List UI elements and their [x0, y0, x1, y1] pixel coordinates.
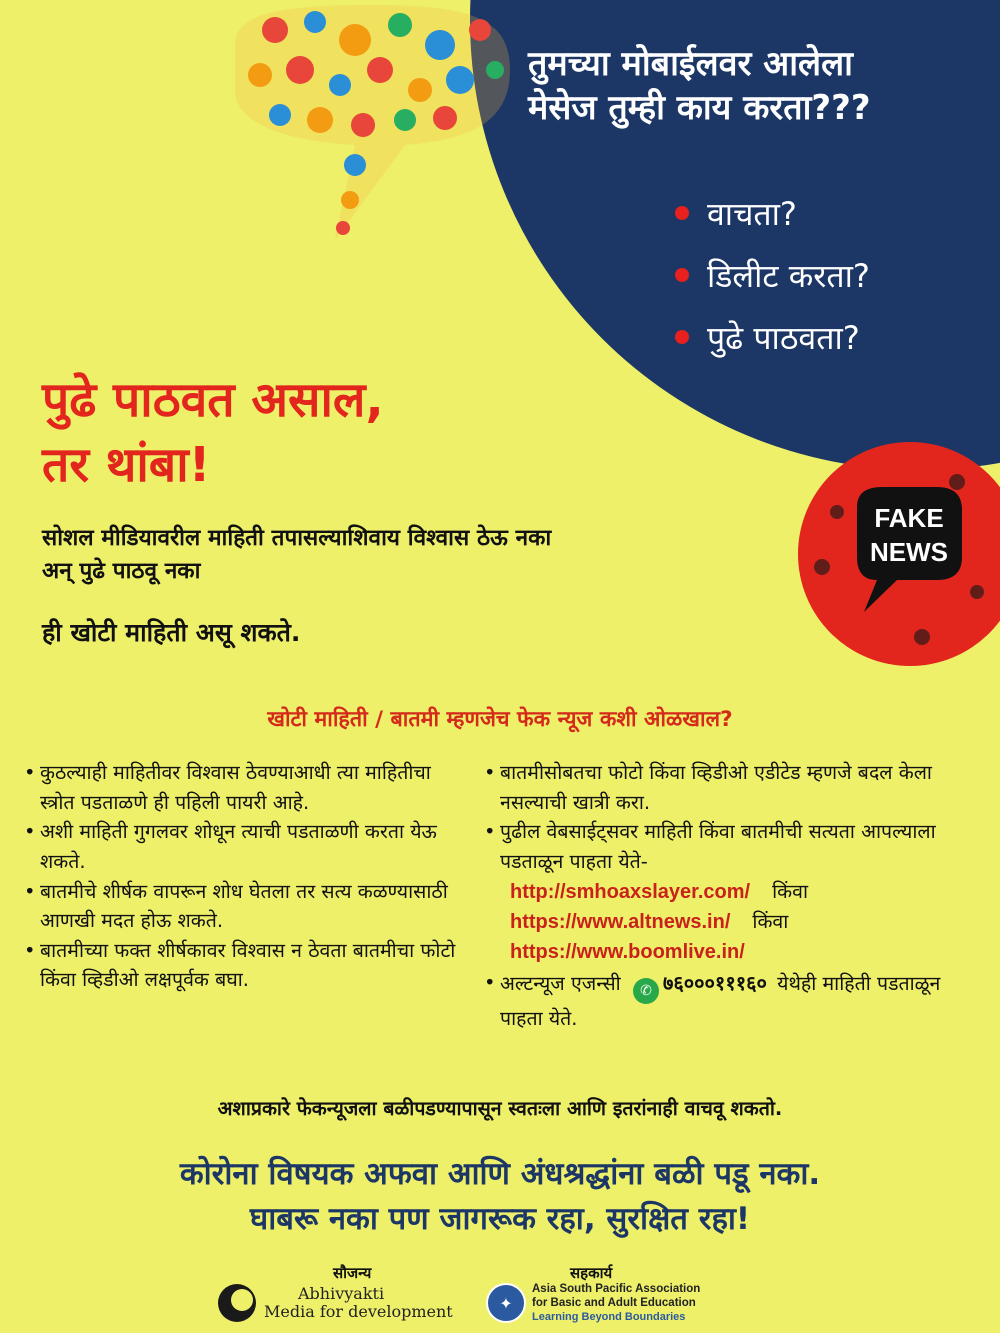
hero-option	[675, 182, 975, 244]
hero-option	[675, 244, 975, 306]
bullet-dot-icon	[675, 268, 689, 282]
badge-news-text: NEWS	[870, 537, 948, 567]
fact-check-link[interactable]: https://www.boomlive.in/	[510, 941, 745, 964]
headline-line2: तर थांबा!	[42, 436, 211, 493]
hero-option-label: वाचता?	[707, 194, 797, 233]
subtext-warning: ही खोटी माहिती असू शकते.	[42, 618, 301, 647]
subtext-paragraph	[42, 522, 782, 587]
headline	[42, 368, 384, 498]
slogan	[0, 1152, 1000, 1242]
fake-news-badge	[792, 442, 1000, 682]
hero-question	[528, 42, 988, 130]
slogan-line1: कोरोना विषयक अफवा आणि अंधश्रद्धांना बळी पडू नका.	[179, 1156, 821, 1192]
section-title: खोटी माहिती / बातमी म्हणजेच फेक न्यूज कशी ओळखाल?	[267, 707, 733, 732]
hero-options	[675, 182, 975, 368]
abhivyakti-logo	[218, 1284, 453, 1322]
subtext-line1: सोशल मीडियावरील माहिती तपासल्याशिवाय विश्वास ठेऊ नका	[42, 525, 552, 551]
hero-option-label: डिलीट करता?	[707, 256, 870, 295]
whatsapp-icon: ✆	[633, 978, 659, 1004]
hero-question-line2: मेसेज तुम्ही काय करता???	[528, 88, 871, 129]
fact-check-link[interactable]: https://www.altnews.in/	[510, 910, 731, 933]
slogan-line2: घाबरू नका पण जागरूक रहा, सुरक्षित रहा!	[249, 1200, 751, 1237]
social-media-icon-bubble	[215, 0, 525, 250]
abhivyakti-logo-icon	[218, 1284, 256, 1322]
bullet-dot-icon	[675, 330, 689, 344]
headline-line1: पुढे पाठवत असाल,	[42, 372, 384, 428]
tip-item: • बातमीसोबतचा फोटो किंवा व्हिडीओ एडीटेड म्हणजे बदल केला नसल्याची खात्री करा.	[484, 758, 954, 817]
tips-right-column	[484, 758, 954, 1033]
bottom-line: अशाप्रकारे फेकन्यूजला बळीपडण्यापासून स्वतःला आणि इतरांनाही वाचवू शकतो.	[217, 1097, 783, 1120]
or-word: किंवा	[752, 910, 789, 934]
altnews-suffix: येथेही माहिती पडताळून पाहता येते.	[500, 971, 941, 1030]
hero-option-label: पुढे पाठवता?	[707, 318, 860, 357]
or-word: किंवा	[772, 879, 808, 903]
tip-item: • कुठल्याही माहितीवर विश्वास ठेवण्याआधी त्या माहितीचा स्त्रोत पडताळणे ही पहिली पायरी आहे.	[24, 758, 464, 817]
url-line	[484, 907, 954, 937]
aspbae-logo-icon: ✦	[486, 1283, 526, 1323]
tip-item-altnews	[484, 968, 954, 1034]
badge-fake-text: FAKE	[874, 503, 944, 533]
url-line	[484, 937, 954, 967]
courtesy-label: सौजन्य	[333, 1264, 372, 1282]
courtesy-name1: Abhivyakti	[298, 1283, 385, 1303]
tip-item: • बातमीचे शीर्षक वापरून शोध घेतला तर सत्य कळण्यासाठी आणखी मदत होऊ शकते.	[24, 877, 464, 936]
bullet-dot-icon	[675, 206, 689, 220]
url-line	[484, 877, 954, 907]
partner-tagline: Learning Beyond Boundaries	[532, 1310, 686, 1323]
partner-name2: for Basic and Adult Education	[532, 1296, 696, 1309]
hero-option	[675, 306, 975, 368]
fact-check-link[interactable]: http://smhoaxslayer.com/	[510, 880, 751, 903]
tip-item: • अशी माहिती गुगलवर शोधून त्याची पडताळणी करता येऊ शकते.	[24, 817, 464, 876]
partner-label: सहकार्य	[570, 1264, 613, 1282]
partner-name1: Asia South Pacific Association	[532, 1283, 701, 1295]
tip-item: • पुढील वेबसाईट्सवर माहिती किंवा बातमीची सत्यता आपल्याला पडताळून पाहता येते-	[484, 817, 954, 876]
hero-question-line1: तुमच्या मोबाईलवर आलेला	[528, 44, 853, 84]
tips-left-column	[24, 758, 464, 995]
courtesy-name2: Media for development	[264, 1302, 453, 1321]
whatsapp-number[interactable]: ७६०००१११६०	[662, 970, 767, 995]
tip-item: • बातमीच्या फक्त शीर्षकावर विश्वास न ठेवता बातमीचा फोटो किंवा व्हिडीओ लक्षपूर्वक बघा.	[24, 936, 464, 995]
altnews-prefix: अल्टन्यूज एजन्सी	[500, 971, 621, 995]
aspbae-logo	[486, 1283, 700, 1324]
subtext-line2: अन् पुढे पाठवू नका	[42, 557, 201, 584]
